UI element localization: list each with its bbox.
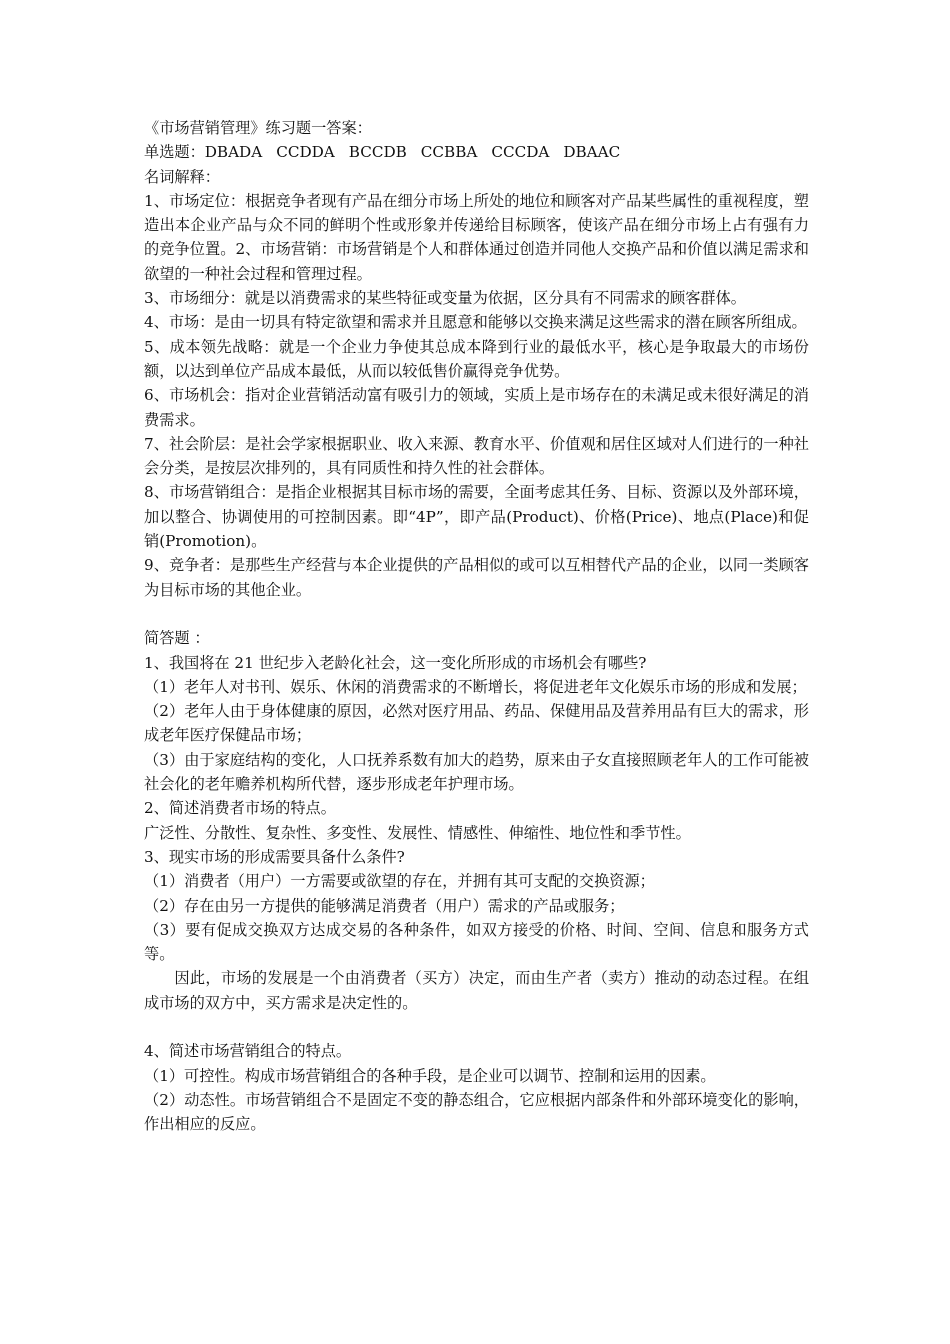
term-definition: 3、市场细分：就是以消费需求的某些特征或变量为依据，区分具有不同需求的顾客群体。 [144,289,746,308]
answer-item: （2）动态性。市场营销组合不是固定不变的静态组合，它应根据内部条件和外部环境变化的影响，作出相应的反应。 [144,1090,809,1134]
single-choice-answers [144,140,809,164]
document-page [144,116,809,1136]
blank-line [144,1015,809,1039]
term-definition: 5、成本领先战略：就是一个企业力争使其总成本降到行业的最低水平，核心是争取最大的市场份额，以达到单位产品成本最低，从而以较低售价赢得竞争优势。 [144,337,809,380]
blank-line [144,602,809,626]
answer-item: （2）存在由另一方提供的能够满足消费者（用户）需求的产品或服务； [144,896,625,915]
document-title: 《市场营销管理》练习题一答案： [144,119,372,137]
question-1: 1、我国将在 21 世纪步入老龄化社会，这一变化所形成的市场机会有哪些? [144,653,647,672]
term-definition: 8、市场营销组合：是指企业根据其目标市场的需要，全面考虑其任务、目标、资源以及外部环境，加以整合、协调使用的可控制因素。即“4P”，即产品(Product)、价格(Price)、地点(Place)和促销(Promotion)。 [144,483,809,551]
answer-item: （1）老年人对书刊、娱乐、休闲的消费需求的不断增长，将促进老年文化娱乐市场的形成和发展； [144,677,807,696]
question-2: 2、简述消费者市场的特点。 [144,799,336,818]
short-answer-heading: 简答题 ： [144,629,210,648]
answer-group: DBAAC [563,143,621,162]
term-definition: 4、市场：是由一切具有特定欲望和需求并且愿意和能够以交换来满足这些需求的潜在顾客所组成。 [144,313,807,332]
question-4: 4、简述市场营销组合的特点。 [144,1042,352,1061]
answer-group: CCBBA [420,143,478,162]
answer-item: （3）由于家庭结构的变化，人口抚养系数有加大的趋势，原来由子女直接照顾老年人的工作可能被社会化的老年赡养机构所代替，逐步形成老年护理市场。 [144,750,809,794]
term-definition: 7、社会阶层：是社会学家根据职业、收入来源、教育水平、价值观和居住区域对人们进行的一种社会分类，是按层次排列的，具有同质性和持久性的社会群体。 [144,434,809,478]
answer-group: CCCDA [491,143,550,162]
term-definition: 9、竞争者：是那些生产经营与本企业提供的产品相似的或可以互相替代产品的企业，以同一类顾客为目标市场的其他企业。 [144,556,809,599]
answer-item: （2）老年人由于身体健康的原因，必然对医疗用品、药品、保健用品及营养用品有巨大的需求，形成老年医疗保健品市场； [144,702,809,745]
answer-item: （3）要有促成交换双方达成交易的各种条件，如双方接受的价格、时间、空间、信息和服务方式等。 [144,920,809,964]
question-3: 3、现实市场的形成需要具备什么条件? [144,847,405,866]
answer-group: BCCDB [348,143,407,162]
term-definition: 6、市场机会：指对企业营销活动富有吸引力的领域，实质上是市场存在的未满足或未很好满足的消费需求。 [144,386,809,429]
term-definition: 1、市场定位：根据竞争者现有产品在细分市场上所处的地位和顾客对产品某些属性的重视程度，塑造出本企业产品与众不同的鲜明个性或形象并传递给目标顾客，使该产品在细分市场上占有强有力的竞争位置。2、市场营销：市场营销是个人和群体通过创造并同他人交换产品和价值以满足需求和欲望的一种社会过程和管理过程。 [144,191,809,283]
answer-group: DBADA [204,143,263,162]
answer-item: 广泛性、分散性、复杂性、多变性、发展性、情感性、伸缩性、地位性和季节性。 [144,823,691,842]
answer-item: （1）消费者（用户）一方需要或欲望的存在，并拥有其可支配的交换资源； [144,872,655,891]
conclusion-paragraph: 因此，市场的发展是一个由消费者（买方）决定，而由生产者（卖方）推动的动态过程。在组成市场的双方中，买方需求是决定性的。 [144,969,809,1012]
single-choice-label: 单选题： [144,143,205,162]
answer-item: （1）可控性。构成市场营销组合的各种手段，是企业可以调节、控制和运用的因素。 [144,1066,716,1085]
answer-group: CCDDA [276,143,335,162]
terms-heading: 名词解释： [144,167,220,186]
